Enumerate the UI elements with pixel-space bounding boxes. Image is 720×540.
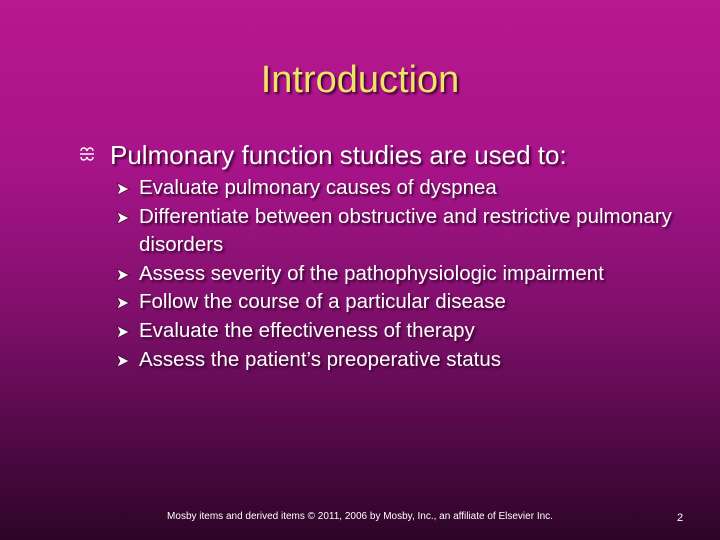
sub-bullet-text: Assess severity of the pathophysiologic impairment (139, 261, 604, 285)
sub-bullet-item (115, 288, 675, 317)
sub-bullet-text: Assess the patient’s preoperative status (139, 347, 501, 371)
sub-bullet-item (115, 203, 675, 260)
sub-bullet-text: Follow the course of a particular disease (139, 290, 506, 314)
arrow-bullet-icon (116, 354, 130, 368)
sub-bullet-text: Differentiate between obstructive and restrictive pulmonary disorders (139, 204, 672, 257)
sub-bullet-item (115, 174, 675, 203)
arrow-bullet-icon (116, 182, 130, 196)
page-number: 2 (677, 512, 684, 524)
ornament-bullet-icon (78, 145, 96, 163)
main-bullet-text: Pulmonary function studies are used to: (110, 140, 567, 170)
slide-title: Introduction (260, 59, 460, 101)
arrow-bullet-icon (116, 211, 130, 225)
arrow-bullet-icon (116, 296, 130, 310)
arrow-bullet-icon (116, 268, 130, 282)
sub-bullet-item (115, 346, 675, 375)
copyright-footer: Mosby items and derived items © 2011, 2006 by Mosby, Inc., an affiliate of Elsevier Inc. (167, 511, 553, 522)
sub-bullet-item (115, 260, 675, 289)
sub-bullet-list (115, 174, 675, 374)
sub-bullet-text: Evaluate the effectiveness of therapy (139, 318, 475, 342)
arrow-bullet-icon (116, 325, 130, 339)
sub-bullet-item (115, 317, 675, 346)
sub-bullet-text: Evaluate pulmonary causes of dyspnea (139, 176, 497, 199)
